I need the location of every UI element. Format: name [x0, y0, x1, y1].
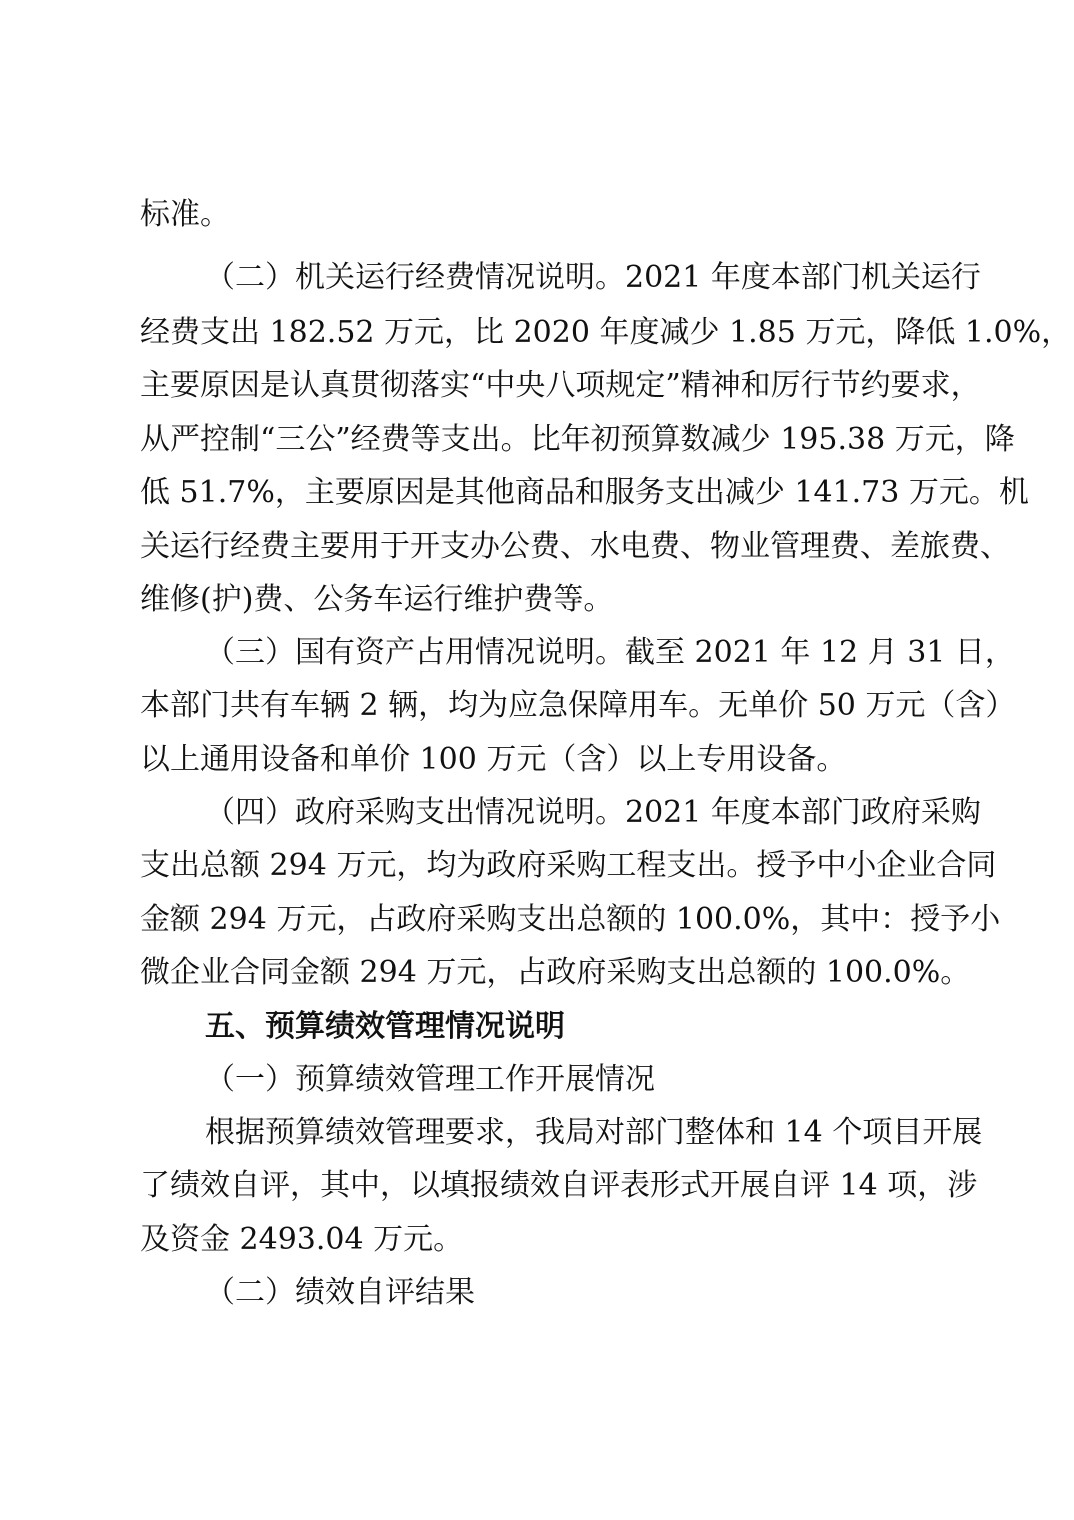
paragraph-line: 及资金 2493.04 万元。 [140, 1222, 464, 1257]
paragraph-line: 从严控制“三公”经费等支出。比年初预算数减少 195.38 万元，降 [140, 422, 1015, 457]
paragraph-line: 经费支出 182.52 万元，比 2020 年度减少 1.85 万元，降低 1.0%， [140, 315, 1072, 350]
paragraph-line: 低 51.7%，主要原因是其他商品和服务支出减少 141.73 万元。机 [140, 475, 1029, 510]
paragraph-line: 支出总额 294 万元，均为政府采购工程支出。授予中小企业合同 [140, 848, 997, 883]
paragraph-line: 微企业合同金额 294 万元，占政府采购支出总额的 100.0%。 [140, 955, 971, 990]
paragraph-line: （三）国有资产占用情况说明。截至 2021 年 12 月 31 日， [205, 635, 1015, 670]
paragraph-line: （四）政府采购支出情况说明。2021 年度本部门政府采购 [205, 795, 981, 830]
paragraph-line: 以上通用设备和单价 100 万元（含）以上专用设备。 [140, 742, 847, 777]
paragraph-line: 标准。 [140, 197, 230, 232]
paragraph-line: 维修(护)费、公务车运行维护费等。 [140, 582, 614, 617]
paragraph-line: （二）机关运行经费情况说明。2021 年度本部门机关运行 [205, 260, 981, 295]
paragraph-line: 关运行经费主要用于开支办公费、水电费、物业管理费、差旅费、 [140, 529, 1010, 564]
paragraph-line: 本部门共有车辆 2 辆，均为应急保障用车。无单价 50 万元（含） [140, 688, 1016, 723]
paragraph-line: 根据预算绩效管理要求，我局对部门整体和 14 个项目开展 [205, 1115, 983, 1150]
subsection-heading: （一）预算绩效管理工作开展情况 [205, 1062, 655, 1097]
paragraph-line: 主要原因是认真贯彻落实“中央八项规定”精神和厉行节约要求， [140, 368, 981, 403]
subsection-heading: （二）绩效自评结果 [205, 1275, 475, 1310]
paragraph-line: 金额 294 万元，占政府采购支出总额的 100.0%，其中：授予小 [140, 902, 1001, 937]
paragraph-line: 了绩效自评，其中，以填报绩效自评表形式开展自评 14 项，涉 [140, 1168, 978, 1203]
section-heading: 五、预算绩效管理情况说明 [205, 1009, 565, 1044]
